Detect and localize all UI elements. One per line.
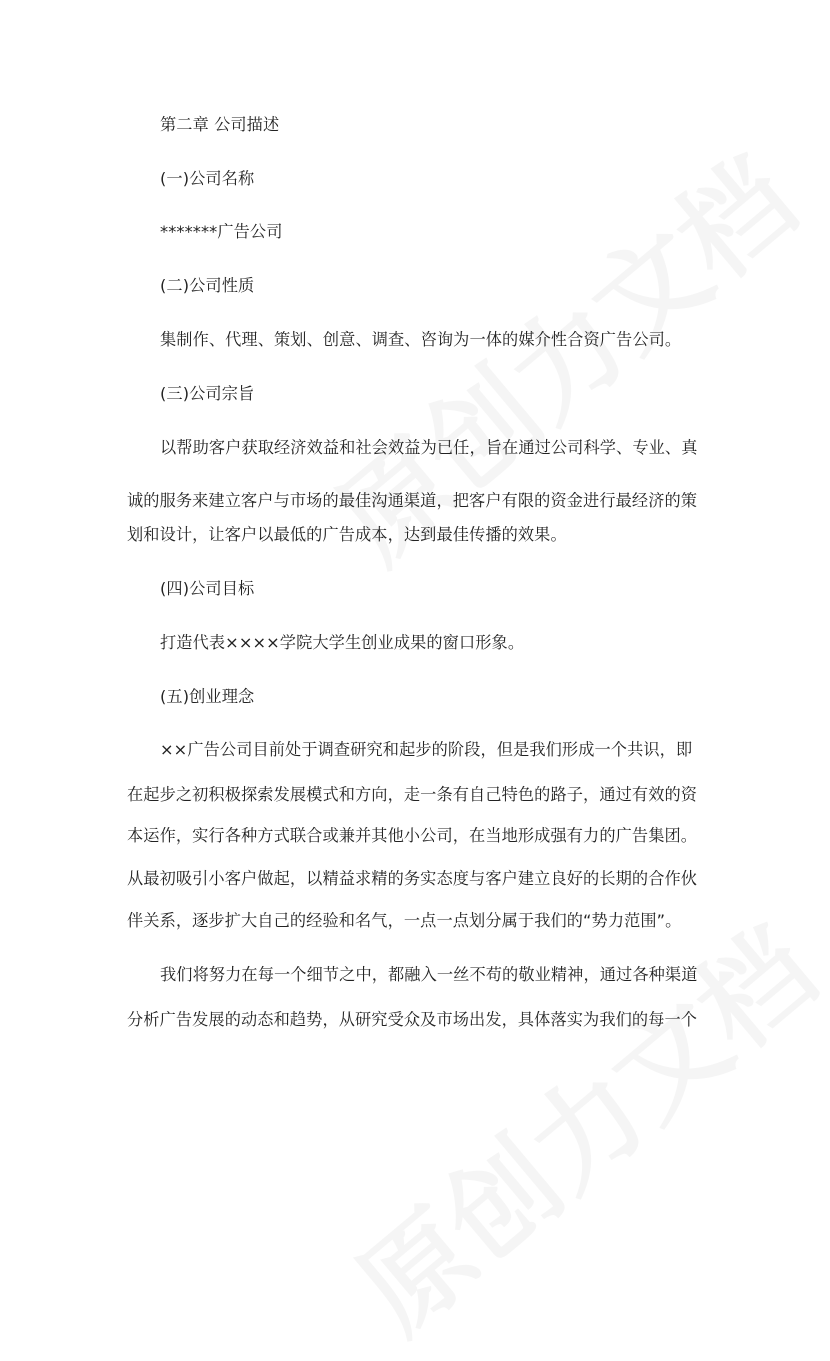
paragraph-line: 在起步之初积极探索发展模式和方向，走一条有自己特色的路子，通过有效的资	[127, 785, 698, 804]
paragraph-line: 诚的服务来建立客户与市场的最佳沟通渠道，把客户有限的资金进行最经济的策	[127, 491, 698, 510]
watermark-lower	[320, 886, 830, 1361]
paragraph-line: 从最初吸引小客户做起，以精益求精的务实态度与客户建立良好的长期的合作伙	[127, 869, 698, 888]
paragraph-line: 伴关系，逐步扩大自己的经验和名气，一点一点划分属于我们的“势力范围”。	[127, 911, 682, 930]
section-heading-name: (一)公司名称	[160, 169, 255, 188]
paragraph-line: 分析广告发展的动态和趋势，从研究受众及市场出发，具体落实为我们的每一个	[127, 1010, 698, 1029]
section-heading-philosophy: (五)创业理念	[160, 687, 255, 706]
paragraph-line: 以帮助客户获取经济效益和社会效益为已任，旨在通过公司科学、专业、真	[160, 438, 698, 457]
paragraph-line: 本运作，实行各种方式联合或兼并其他小公司，在当地形成强有力的广告集团。	[127, 826, 698, 845]
paragraph-line: 打造代表××××学院大学生创业成果的窗口形象。	[160, 633, 525, 652]
paragraph-line: 我们将努力在每一个细节之中，都融入一丝不苟的敬业精神，通过各种渠道	[160, 965, 698, 984]
chapter-title: 第二章 公司描述	[160, 115, 280, 134]
section-heading-nature: (二)公司性质	[160, 276, 255, 295]
section-heading-goal: (四)公司目标	[160, 579, 255, 598]
paragraph-line: 集制作、代理、策划、创意、调查、咨询为一体的媒介性合资广告公司。	[160, 330, 682, 349]
section-heading-purpose: (三)公司宗旨	[160, 384, 255, 403]
paragraph-line: *******广告公司	[160, 222, 283, 241]
paragraph-line: ××广告公司目前处于调查研究和起步的阶段，但是我们形成一个共识，即	[160, 740, 693, 759]
paragraph-line: 划和设计，让客户以最低的广告成本，达到最佳传播的效果。	[127, 525, 567, 544]
